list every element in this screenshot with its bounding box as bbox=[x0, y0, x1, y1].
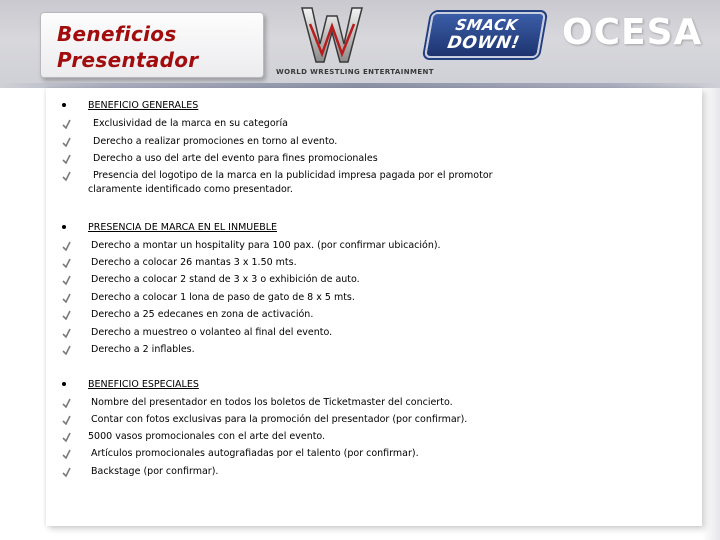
list-item-text: Contar con fotos exclusivas para la promoción del presentador (por confirmar). bbox=[91, 414, 468, 425]
smackdown-text-1: SMACK bbox=[454, 16, 520, 34]
check-arrow-icon bbox=[62, 119, 71, 129]
list-item-continuation: claramente identificado como presentador. bbox=[88, 184, 293, 195]
wwe-tagline: WORLD WRESTLING ENTERTAINMENT bbox=[276, 68, 434, 76]
section-heading-text: BENEFICIO ESPECIALES bbox=[88, 379, 199, 390]
list-item-text: Derecho a 2 inflables. bbox=[91, 344, 195, 355]
smackdown-text-2: DOWN! bbox=[445, 33, 522, 53]
page-title-line-1: Beneficios bbox=[57, 22, 177, 46]
list-item-text: Derecho a uso del arte del evento para fines promocionales bbox=[93, 153, 378, 164]
check-arrow-icon bbox=[62, 154, 71, 164]
check-arrow-icon bbox=[62, 415, 71, 425]
list-item-text: Nombre del presentador en todos los boletos de Ticketmaster del concierto. bbox=[91, 397, 453, 408]
list-item-text: 5000 vasos promocionales con el arte del evento. bbox=[88, 431, 326, 442]
bullet-icon bbox=[62, 382, 66, 386]
check-arrow-icon bbox=[62, 241, 71, 251]
list-item-text: Derecho a 25 edecanes en zona de activación. bbox=[91, 309, 314, 320]
check-arrow-icon bbox=[62, 449, 71, 459]
title-box bbox=[40, 12, 264, 78]
check-arrow-icon bbox=[62, 328, 71, 338]
panel-frame bbox=[702, 88, 720, 540]
list-item-text: Derecho a montar un hospitality para 100 pax. (por confirmar ubicación). bbox=[91, 240, 441, 251]
list-item-text: Derecho a colocar 1 lona de paso de gato de 8 x 5 mts. bbox=[91, 292, 355, 303]
bullet-icon bbox=[62, 225, 66, 229]
check-arrow-icon bbox=[62, 398, 71, 408]
check-arrow-icon bbox=[62, 258, 71, 268]
list-item-text: Derecho a colocar 26 mantas 3 x 1.50 mts. bbox=[91, 257, 297, 268]
check-arrow-icon bbox=[62, 345, 71, 355]
check-arrow-icon bbox=[62, 171, 71, 181]
header-band bbox=[0, 0, 720, 88]
section-heading-text: PRESENCIA DE MARCA EN EL INMUEBLE bbox=[88, 222, 278, 233]
check-arrow-icon bbox=[62, 432, 71, 442]
section-heading-text: BENEFICIO GENERALES bbox=[88, 100, 199, 111]
list-item-text: Exclusividad de la marca en su categoría bbox=[93, 118, 289, 129]
check-arrow-icon bbox=[62, 467, 71, 477]
wwe-logo-icon bbox=[300, 4, 364, 66]
list-item-text: Derecho a colocar 2 stand de 3 x 3 o exhibición de auto. bbox=[91, 274, 360, 285]
check-arrow-icon bbox=[62, 310, 71, 320]
list-item-text: Artículos promocionales autografiadas por el talento (por confirmar). bbox=[91, 448, 419, 459]
check-arrow-icon bbox=[62, 293, 71, 303]
ocesa-logo: OCESA bbox=[562, 12, 703, 53]
page-title-line-2: Presentador bbox=[57, 48, 199, 72]
check-arrow-icon bbox=[62, 137, 71, 147]
list-item-text: Derecho a realizar promociones en torno al evento. bbox=[93, 136, 338, 147]
list-item-text: Backstage (por confirmar). bbox=[91, 466, 219, 477]
smackdown-logo bbox=[424, 12, 546, 58]
list-item-text: Derecho a muestreo o volanteo al final del evento. bbox=[91, 327, 333, 338]
bullet-icon bbox=[62, 103, 66, 107]
check-arrow-icon bbox=[62, 275, 71, 285]
list-item-text: Presencia del logotipo de la marca en la publicidad impresa pagada por el promotor bbox=[93, 170, 493, 181]
